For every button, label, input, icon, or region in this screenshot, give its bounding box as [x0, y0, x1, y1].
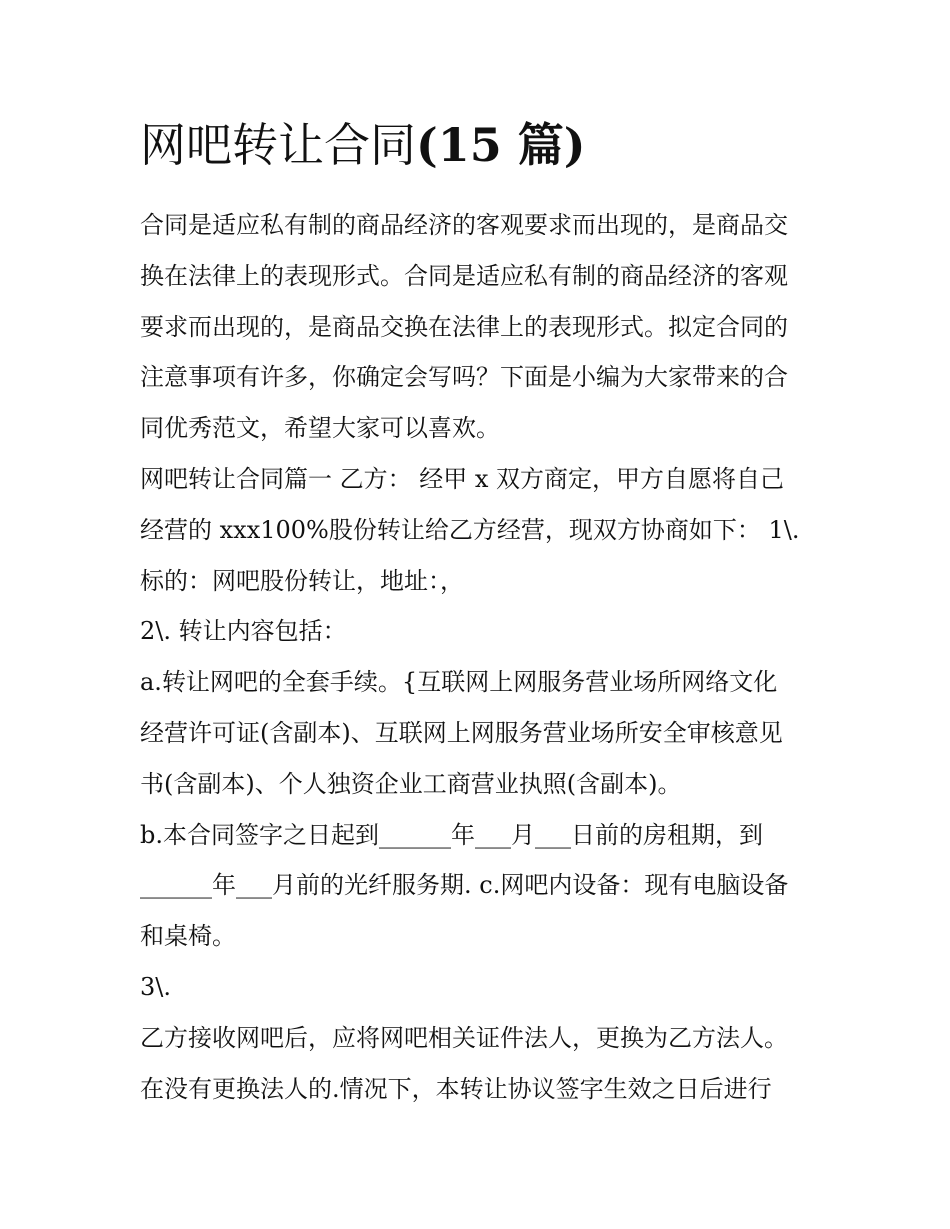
paragraph-line: 网吧转让合同篇一 乙方： 经甲 x 双方商定，甲方自愿将自己 — [140, 464, 785, 493]
paragraph-line: 在没有更换法人的.情况下，本转让协议签字生效之日后进行 — [140, 1074, 772, 1103]
document-body — [140, 200, 820, 1114]
paragraph-line: a.转让网吧的全套手续。{互联网上网服务营业场所网络文化 — [140, 668, 778, 697]
title-main: 网吧转让合同 — [140, 118, 416, 172]
paragraph-line: 3\. — [140, 972, 171, 1001]
paragraph-line: 标的：网吧股份转让，地址：， — [140, 566, 464, 595]
paragraph-line: 书(含副本)、个人独资企业工商营业执照(含副本)。 — [140, 769, 682, 798]
paragraph-line: 要求而出现的，是商品交换在法律上的表现形式。拟定合同的 — [140, 312, 788, 341]
paragraph-line: 换在法律上的表现形式。合同是适应私有制的商品经济的客观 — [140, 261, 788, 290]
paragraph-line: 经营许可证(含副本)、互联网上网服务营业场所安全审核意见 — [140, 718, 783, 747]
paragraph-line: 和桌椅。 — [140, 922, 236, 951]
document-page — [140, 112, 820, 1114]
paragraph-line: 合同是适应私有制的商品经济的客观要求而出现的，是商品交 — [140, 211, 788, 239]
paragraph-line: 经营的 xxx100%股份转让给乙方经营，现双方协商如下： 1\. — [140, 515, 800, 544]
paragraph-line: 同优秀范文，希望大家可以喜欢。 — [140, 414, 500, 443]
title-suffix: (15 篇) — [416, 118, 586, 172]
paragraph-line: b.本合同签字之日起到______年___月___日前的房租期，到 — [140, 820, 763, 849]
paragraph-line: ______年___月前的光纤服务期. c.网吧内设备：现有电脑设备 — [140, 871, 789, 900]
paragraph-line: 注意事项有许多，你确定会写吗？下面是小编为大家带来的合 — [140, 363, 788, 392]
document-title — [140, 112, 820, 178]
paragraph-line: 2\. 转让内容包括： — [140, 617, 347, 646]
paragraph-line: 乙方接收网吧后，应将网吧相关证件法人，更换为乙方法人。 — [140, 1023, 788, 1052]
